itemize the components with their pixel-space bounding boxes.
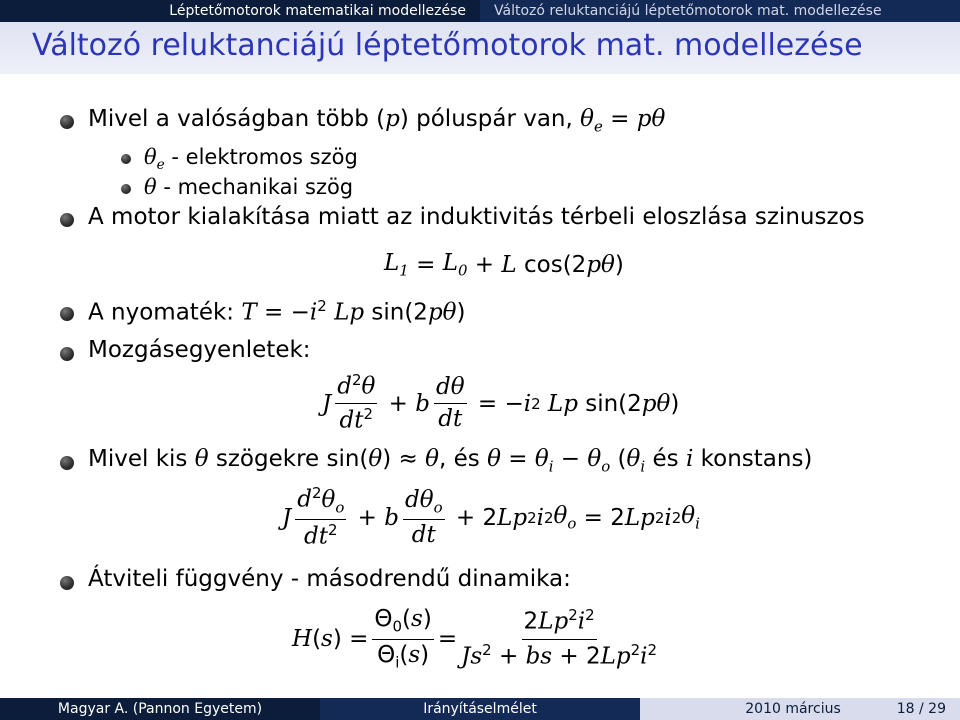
sub-bullet-icon <box>121 154 131 164</box>
bullet-text-2: A motor kialakítása miatt az induktivitás térbeli eloszlása szinuszos <box>88 204 865 230</box>
footer-page-number: 18 / 29 <box>896 701 946 717</box>
sub-bullet-icon <box>121 184 131 194</box>
equation-motion: J $\frac{d^2\theta}{dt^2}$ + b $\frac{d\theta}{dt}$ = − i 2 Lp sin(2 pθ ) <box>322 371 680 434</box>
nav-section-right[interactable]: Változó reluktanciájú léptetőmotorok mat. modellezése <box>480 0 960 22</box>
bullet-icon <box>60 213 74 227</box>
bullet-text-4: Mozgásegyenletek: <box>88 337 311 363</box>
bullet-text-5: Mivel kis θ szögekre sin(θ) ≈ θ, és $\theta = \theta_i - \theta_o$ ($\theta_i$ és i konstans) <box>88 446 813 476</box>
footer-date: 2010 március <box>745 701 841 717</box>
slide-title: Változó reluktanciájú léptetőmotorok mat. modellezése <box>32 28 863 63</box>
footer-course: Irányításelmélet <box>320 698 640 720</box>
bullet-text-3: A nyomaték: $T = -i^2$ Lp sin(2pθ) <box>88 297 466 326</box>
bullet-icon <box>60 115 74 129</box>
equation-transfer-function: H ( s ) = $\frac{\Theta_0(s)}{\Theta_i(s)}$ = $\frac{2Lp^2i^2}{Js^2 + bs + 2Lp^2i^2}$ <box>292 606 658 672</box>
bullet-icon <box>60 576 74 590</box>
footer-date-page <box>640 698 960 720</box>
sub-bullet-text-1a: $\theta_e$ - elektromos szög <box>144 145 358 174</box>
bullet-icon <box>60 456 74 470</box>
nav-section-left[interactable]: Léptetőmotorok matematikai modellezése <box>0 0 480 22</box>
bullet-icon <box>60 307 74 321</box>
title-bar <box>0 22 960 74</box>
bullet-text-6: Átviteli függvény - másodrendű dinamika: <box>88 566 571 592</box>
header-nav <box>0 0 960 22</box>
footer-author: Magyar A. (Pannon Egyetem) <box>0 698 320 720</box>
bullet-icon <box>60 347 74 361</box>
equation-linearized: J $\frac{d^2\theta_o}{dt^2}$ + b $\frac{d\theta_o}{dt}$ + 2 Lp 2 i 2 $\theta_o$ = 2 Lp 2 i 2 $\theta_i$ <box>282 484 700 550</box>
footer <box>0 698 960 720</box>
bullet-text-1: Mivel a valóságban több (p) póluspár van, $\theta_e = p\theta$ <box>88 106 666 136</box>
equation-inductance: $L_1$ = $L_0$ + L cos(2 pθ ) <box>384 250 624 280</box>
sub-bullet-text-1b: θ - mechanikai szög <box>144 175 354 199</box>
